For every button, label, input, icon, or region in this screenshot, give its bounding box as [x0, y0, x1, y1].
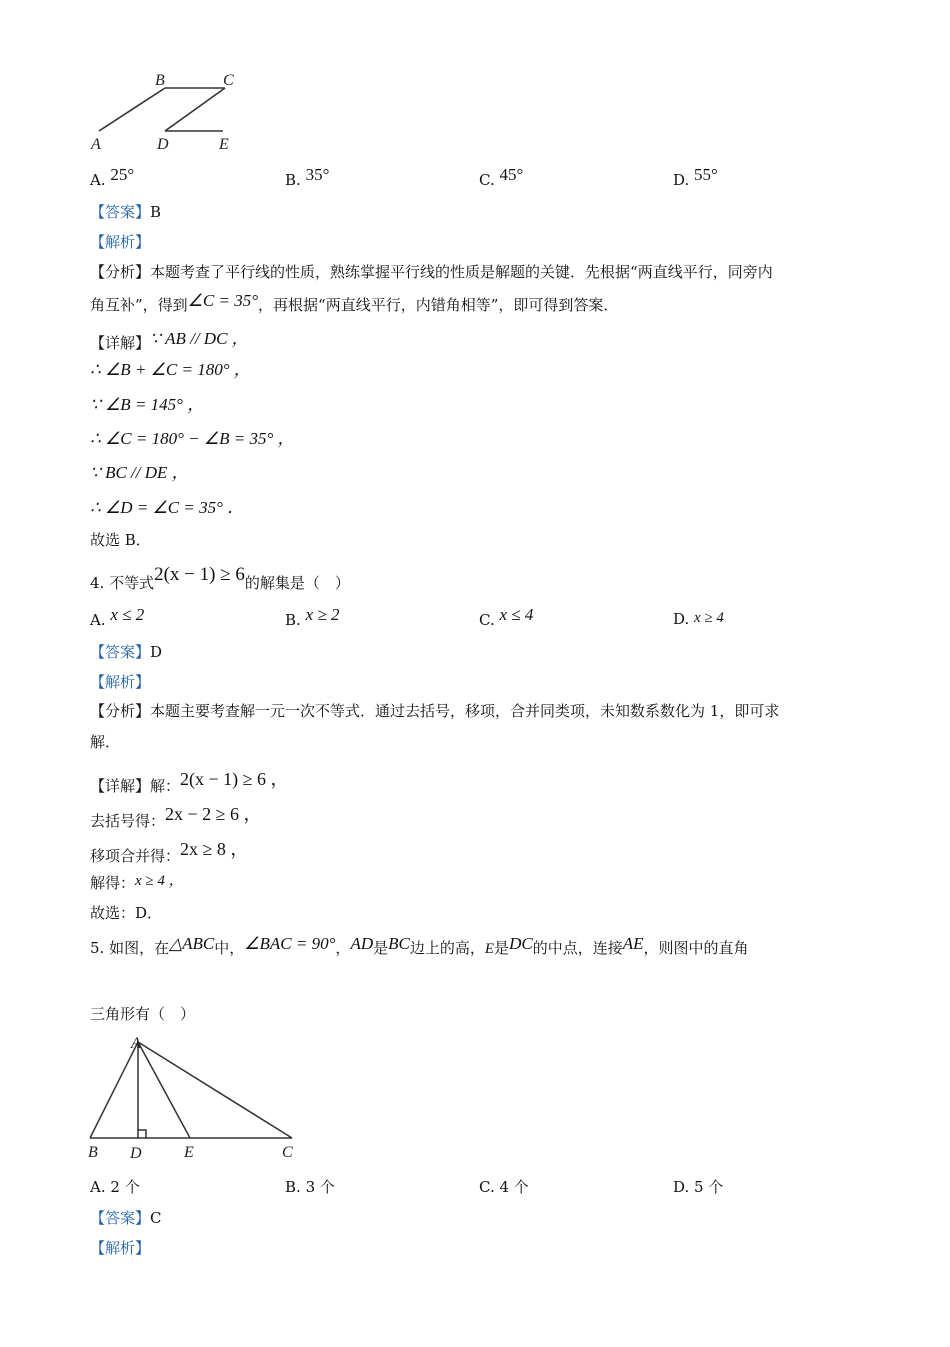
segment-cd — [165, 88, 225, 131]
label-b: B — [88, 1144, 98, 1161]
q3-detail-line1: 【详解】∵ AB // DC ， — [90, 329, 249, 352]
label-a: A — [91, 136, 101, 153]
q3-step-3: ∵ ∠B = 145° ， — [90, 395, 205, 414]
figure-parallel-lines — [85, 68, 245, 156]
q4-analysis-tag: 【解析】 — [90, 673, 151, 691]
segment-ab — [90, 1042, 138, 1138]
label-c: C — [282, 1144, 293, 1161]
q4-option-d[interactable]: D. x ≥ 4 — [673, 610, 724, 628]
segment-ab — [99, 88, 165, 131]
option-value: 25° — [110, 165, 135, 184]
q4-option-b[interactable]: B. x ≥ 2 — [285, 605, 340, 629]
label-a: A — [131, 1035, 141, 1052]
answer-tag: 【答案】 — [90, 643, 151, 661]
q4-inequality: 2(x − 1) ≥ 6 — [154, 564, 245, 585]
answer-value: C — [150, 1209, 162, 1227]
q3-conclusion: 故选 B． — [90, 531, 151, 549]
answer-value: B — [150, 203, 162, 221]
option-value: 5 个 — [694, 1178, 724, 1196]
q3-option-c[interactable]: C. 45° — [479, 165, 524, 189]
q5-answer — [90, 1207, 162, 1228]
segment-ae — [138, 1042, 190, 1138]
option-value: 55° — [694, 165, 718, 184]
q4-fenxi-line1: 【分析】本题主要考查解一元一次不等式．通过去括号，移项，合并同类项，未知数系数化为 1，即可求 — [90, 702, 780, 720]
option-value: 35° — [305, 165, 330, 184]
label-d: D — [130, 1145, 142, 1162]
q5-option-b[interactable]: B. 3 个 — [285, 1178, 335, 1196]
q3-option-d[interactable]: D. 55° — [673, 165, 718, 189]
option-value: 4 个 — [499, 1178, 529, 1196]
q3-step-2: ∴ ∠B + ∠C = 180° ， — [90, 360, 251, 379]
option-value: 3 个 — [305, 1178, 335, 1196]
q4-step-3: 移项合并得：2x ≥ 8 ， — [90, 839, 249, 865]
answer-value: D — [150, 643, 163, 661]
label-d: D — [157, 136, 169, 153]
option-value: 45° — [499, 165, 524, 184]
answer-tag: 【答案】 — [90, 203, 151, 221]
option-value: x ≥ 4 — [694, 610, 724, 626]
fenxi-tag: 【分析】 — [90, 702, 151, 720]
q3-step-6: ∴ ∠D = ∠C = 35° ． — [90, 498, 245, 517]
q5-option-a[interactable]: A. 2 个 — [90, 1178, 140, 1196]
label-c: C — [223, 72, 234, 89]
q5-stem: 5. 如图，在△ABC中，∠BAC = 90°，AD是BC边上的高，E是DC的中点，连接AE，则图中的直角 — [90, 934, 749, 957]
option-value: x ≤ 4 — [499, 605, 534, 624]
q4-fenxi-line2: 解． — [90, 733, 121, 751]
detail-tag: 【详解】 — [90, 777, 151, 795]
math-angle-c: ∠C = 35° — [187, 291, 259, 310]
figure-right-triangle — [84, 1030, 304, 1165]
right-angle-mark — [138, 1130, 146, 1138]
q4-conclusion: 故选：D． — [90, 904, 163, 922]
q3-step-5: ∵ BC // DE ， — [90, 463, 189, 482]
q5-option-c[interactable]: C. 4 个 — [479, 1178, 529, 1196]
q3-answer — [90, 201, 161, 222]
q4-step-4: 解得：x ≥ 4 ， — [90, 873, 184, 892]
q4-step-2: 去括号得：2x − 2 ≥ 6 ， — [90, 804, 262, 830]
q4-option-c[interactable]: C. x ≤ 4 — [479, 605, 534, 629]
q4-answer — [90, 641, 162, 662]
detail-tag: 【详解】 — [90, 334, 151, 352]
q5-stem-line2: 三角形有（ ） — [90, 1005, 196, 1023]
fenxi-tag: 【分析】 — [90, 263, 151, 281]
q4-option-a[interactable]: A. x ≤ 2 — [90, 605, 145, 629]
label-b: B — [155, 72, 165, 89]
q3-analysis-tag: 【解析】 — [90, 233, 151, 251]
q3-option-b[interactable]: B. 35° — [285, 165, 330, 189]
option-value: x ≥ 2 — [305, 605, 340, 624]
segment-ac — [138, 1042, 292, 1138]
label-e: E — [219, 136, 229, 153]
q5-option-d[interactable]: D. 5 个 — [673, 1178, 724, 1196]
q3-fenxi-line1: 【分析】本题考查了平行线的性质，熟练掌握平行线的性质是解题的关键．先根据“两直线平行，同旁内 — [90, 263, 773, 281]
q3-step-4: ∴ ∠C = 180° − ∠B = 35° ， — [90, 429, 295, 448]
option-value: x ≤ 2 — [110, 605, 145, 624]
q3-option-a[interactable]: A. 25° — [90, 165, 135, 189]
option-value: 2 个 — [110, 1178, 140, 1196]
q4-step-1: 【详解】解：2(x − 1) ≥ 6 ， — [90, 769, 289, 795]
label-e: E — [184, 1144, 194, 1161]
q3-fenxi-line2: 角互补”，得到∠C = 35°，再根据“两直线平行，内错角相等”，即可得到答案． — [90, 291, 619, 314]
q5-analysis-tag: 【解析】 — [90, 1239, 151, 1257]
q4-stem: 4. 不等式2(x − 1) ≥ 6的解集是（ ） — [90, 564, 350, 592]
answer-tag: 【答案】 — [90, 1209, 151, 1227]
